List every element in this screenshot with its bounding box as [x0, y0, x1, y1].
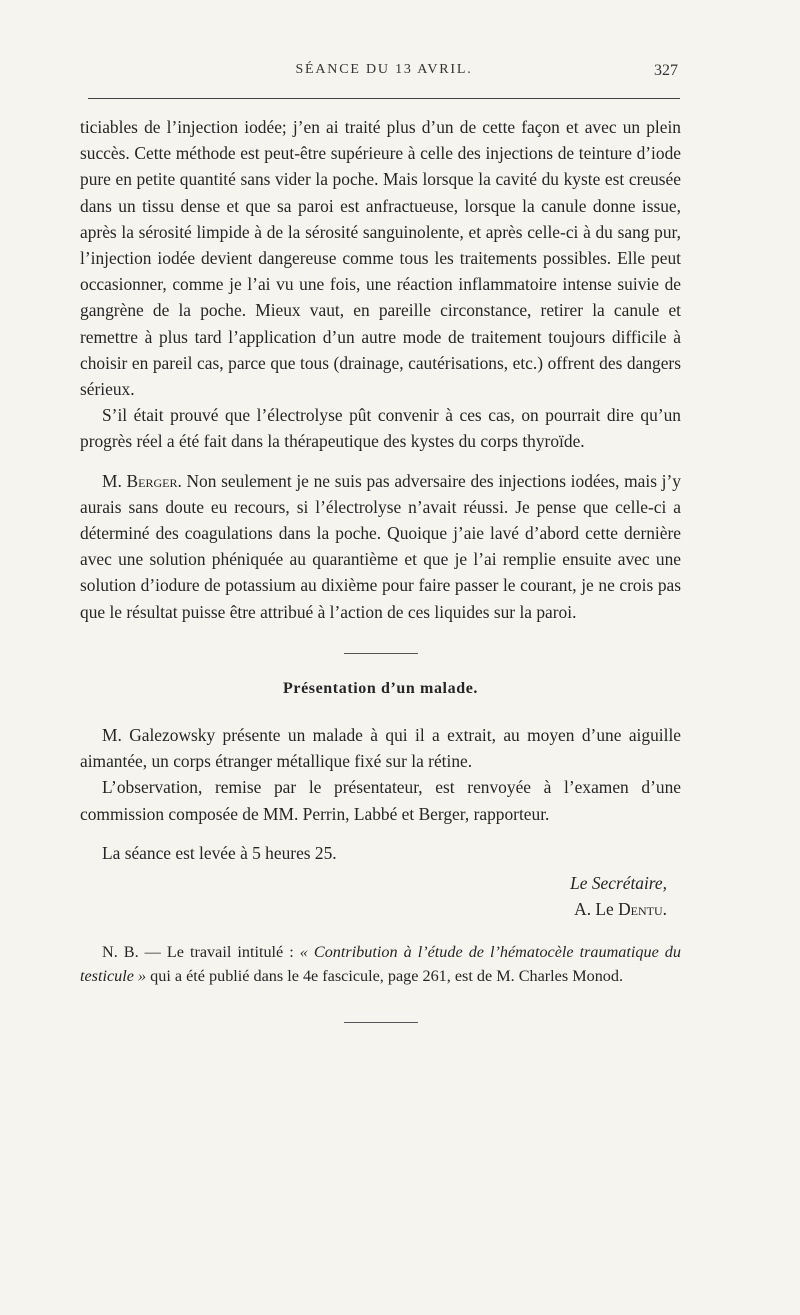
header-rule: [88, 98, 680, 99]
body-text: [80, 114, 681, 1023]
note-lead: N. B. — Le travail intitulé :: [102, 943, 300, 962]
signature-name-prefix: A. Le: [574, 899, 619, 920]
end-divider: [344, 1022, 418, 1023]
running-head: [88, 62, 680, 86]
paragraph-galezowsky: M. Galezowsky présente un malade à qui il a extrait, au moyen d’une aiguille aimantée, un corps étranger métallique fixé sur la rétine.: [80, 725, 681, 772]
paragraph-seance-levee: La séance est levée à 5 heures 25.: [102, 842, 337, 863]
running-title: SÉANCE DU 13 AVRIL.: [295, 62, 473, 77]
signature-name: [80, 896, 681, 922]
paragraph-electrolyse: S’il était prouvé que l’électrolyse pût convenir à ces cas, on pourrait dire qu’un progrès réel a été fait dans la thérapeutique des kystes du corps thyroïde.: [80, 405, 681, 452]
berger-text: . Non seulement je ne suis pas adversaire des injections iodées, mais j’y aurais sans doute eu recours, si l’électrolyse n’avait réussi. Je pense que celle-ci a déterminé des coagulations dans la poche. Quoique j’aie lavé d’abord cette dernière avec une solution phéniquée au quarantième et que je l’ai remplie ensuite avec une solution d’iodure de potassium au dixième pour faire passer le courant, je ne crois pas que le résultat puisse être attribué à l’action de ces liquides sur la paroi.: [80, 470, 681, 622]
section-divider: [344, 653, 418, 654]
note-title: « Contribution à l’étude de l’hématocèle traumatique du testicule »: [80, 943, 681, 986]
paragraph-continued: ticiables de l’injection iodée; j’en ai traité plus d’un de cette façon et avec un plein succès. Cette méthode est peut-être supérieure à celle des injections de teinture d’iode pure en petite quantité sans vider la poche. Mais lorsque la cavité du kyste est creusée dans un tissu dense et que sa paroi est anfractueuse, lorsque la canule donne issue, après la sérosité limpide à de la sérosité sanguinolente, et après celle-ci à du sang pur, l’injection iodée devient dangereuse comme tous les traitements possibles. Elle peut occasionner, comme je l’ai vu une fois, une réaction inflammatoire intense suivie de gangrène de la poche. Mieux vaut, en pareille circonstance, retirer la canule et remettre à plus tard l’application d’un autre mode de traitement toujours difficile à choisir en pareil cas, parce que tous (drainage, cautérisations, etc.) offrent des dangers sérieux.: [80, 117, 681, 400]
speaker-prefix: M.: [102, 470, 127, 491]
note-rest: qui a été publié dans le 4e fascicule, page 261, est de M. Charles Monod.: [146, 967, 624, 986]
speaker-name: Berger: [126, 470, 178, 491]
signature-surname: Dentu.: [618, 899, 667, 920]
section-heading: Présentation d’un malade.: [283, 679, 478, 697]
note-nb: [80, 940, 681, 988]
signature-title: Le Secrétaire,: [570, 873, 667, 894]
paragraph-berger: [80, 468, 681, 625]
page-number: 327: [654, 62, 678, 79]
paragraph-observation: L’observation, remise par le présentateur, est renvoyée à l’examen d’une commission composée de MM. Perrin, Labbé et Berger, rapporteur.: [80, 777, 681, 824]
